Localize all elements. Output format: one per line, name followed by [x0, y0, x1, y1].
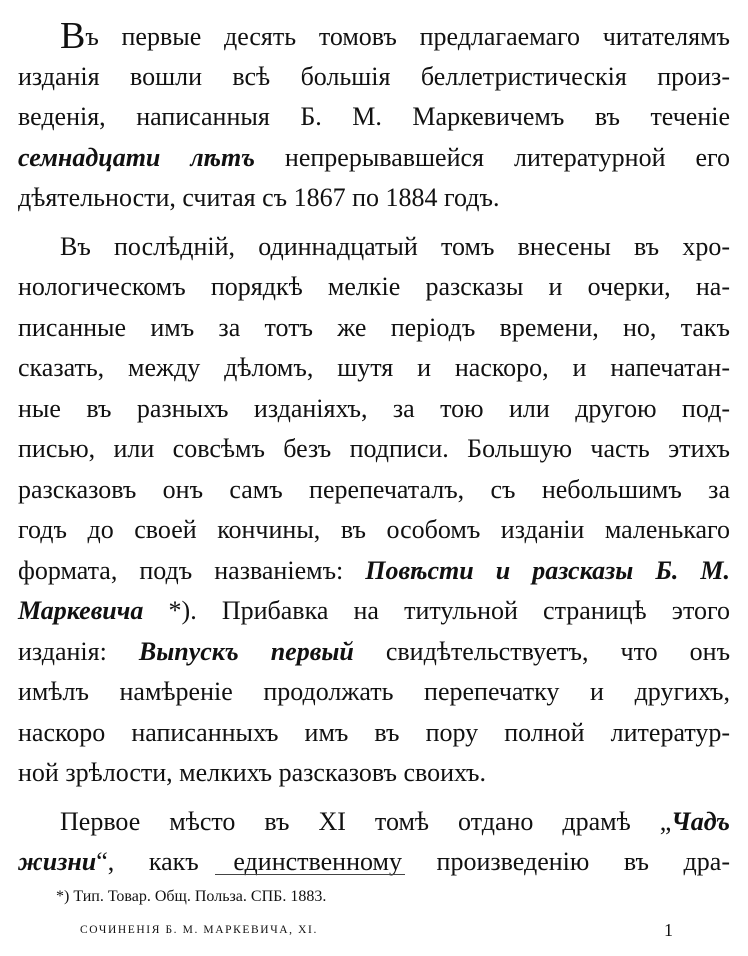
- text-fragment: ъ первые десять томовъ предлагаемаго читателямъ: [85, 22, 730, 51]
- text-line: [18, 551, 730, 592]
- text-line: [18, 138, 730, 179]
- text-line: ной зрѣлости, мелкихъ разсказовъ своихъ.: [18, 758, 486, 787]
- text-fragment: свидѣтельствуетъ, что онъ: [353, 636, 731, 666]
- text-line: разсказовъ онъ самъ перепечаталъ, съ небольшимъ за: [18, 474, 730, 504]
- footnote: *) Тип. Товар. Общ. Польза. СПБ. 1883.: [56, 888, 327, 905]
- text-line: [18, 842, 730, 883]
- text-line: [18, 591, 730, 632]
- text-line: дѣятельности, считая съ 1867 по 1884 годъ.: [18, 183, 500, 212]
- text-fragment: Первое мѣсто въ XI томѣ отдано драмѣ „: [60, 806, 672, 836]
- paragraph-1: [18, 16, 730, 219]
- body-text: [18, 16, 730, 883]
- footnote-rule: [215, 874, 405, 875]
- page-number: 1: [664, 920, 673, 940]
- text-line: имѣлъ намѣреніе продолжать перепечатку и другихъ,: [18, 677, 730, 706]
- italic-phrase: семнадцати лѣтъ: [18, 142, 255, 172]
- text-fragment: “, какъ единственному произведенію въ дра-: [96, 847, 730, 876]
- italic-phrase: Выпускъ первый: [138, 636, 354, 666]
- italic-phrase: Маркевича: [18, 596, 144, 625]
- text-line: ные въ разныхъ изданіяхъ, за тою или другою под-: [18, 393, 730, 423]
- text-line: писанные имъ за тотъ же періодъ времени, но, такъ: [18, 312, 730, 342]
- text-line: годъ до своей кончины, въ особомъ изданіи маленькаго: [18, 515, 730, 544]
- text-fragment: *). Прибавка на титульной страницѣ этого: [143, 596, 730, 625]
- text-line: нологическомъ порядкѣ мелкіе разсказы и очерки, на-: [18, 272, 730, 301]
- paragraph-2: [18, 227, 730, 794]
- italic-phrase: Чадъ: [671, 806, 730, 836]
- text-line: [18, 16, 730, 57]
- text-line: [18, 632, 730, 673]
- text-fragment: В: [60, 15, 86, 57]
- text-line: писью, или совсѣмъ безъ подписи. Большую часть этихъ: [18, 434, 730, 463]
- text-fragment: изданія:: [18, 636, 139, 666]
- text-line: наскоро написанныхъ имъ въ пору полной литератур-: [18, 717, 730, 747]
- text-line: Въ послѣдній, одиннадцатый томъ внесены въ хро-: [60, 231, 730, 261]
- italic-phrase: жизни: [18, 847, 97, 876]
- text-line: сказать, между дѣломъ, шутя и наскоро, и напечатан-: [18, 353, 730, 382]
- text-fragment: формата, подъ названіемъ:: [18, 555, 366, 585]
- text-line: изданія вошли всѣ большія беллетристическія произ-: [18, 61, 730, 91]
- italic-phrase: Повѣсти и разсказы Б. М.: [365, 555, 730, 585]
- text-line: веденія, написанныя Б. М. Маркевичемъ въ теченіе: [18, 102, 730, 131]
- signature-mark: СОЧИНЕНІЯ Б. М. МАРКЕВИЧА, XI.: [80, 924, 318, 936]
- text-fragment: непрерывавшейся литературной его: [254, 142, 730, 172]
- text-line: [18, 802, 730, 843]
- paragraph-3: [18, 802, 730, 883]
